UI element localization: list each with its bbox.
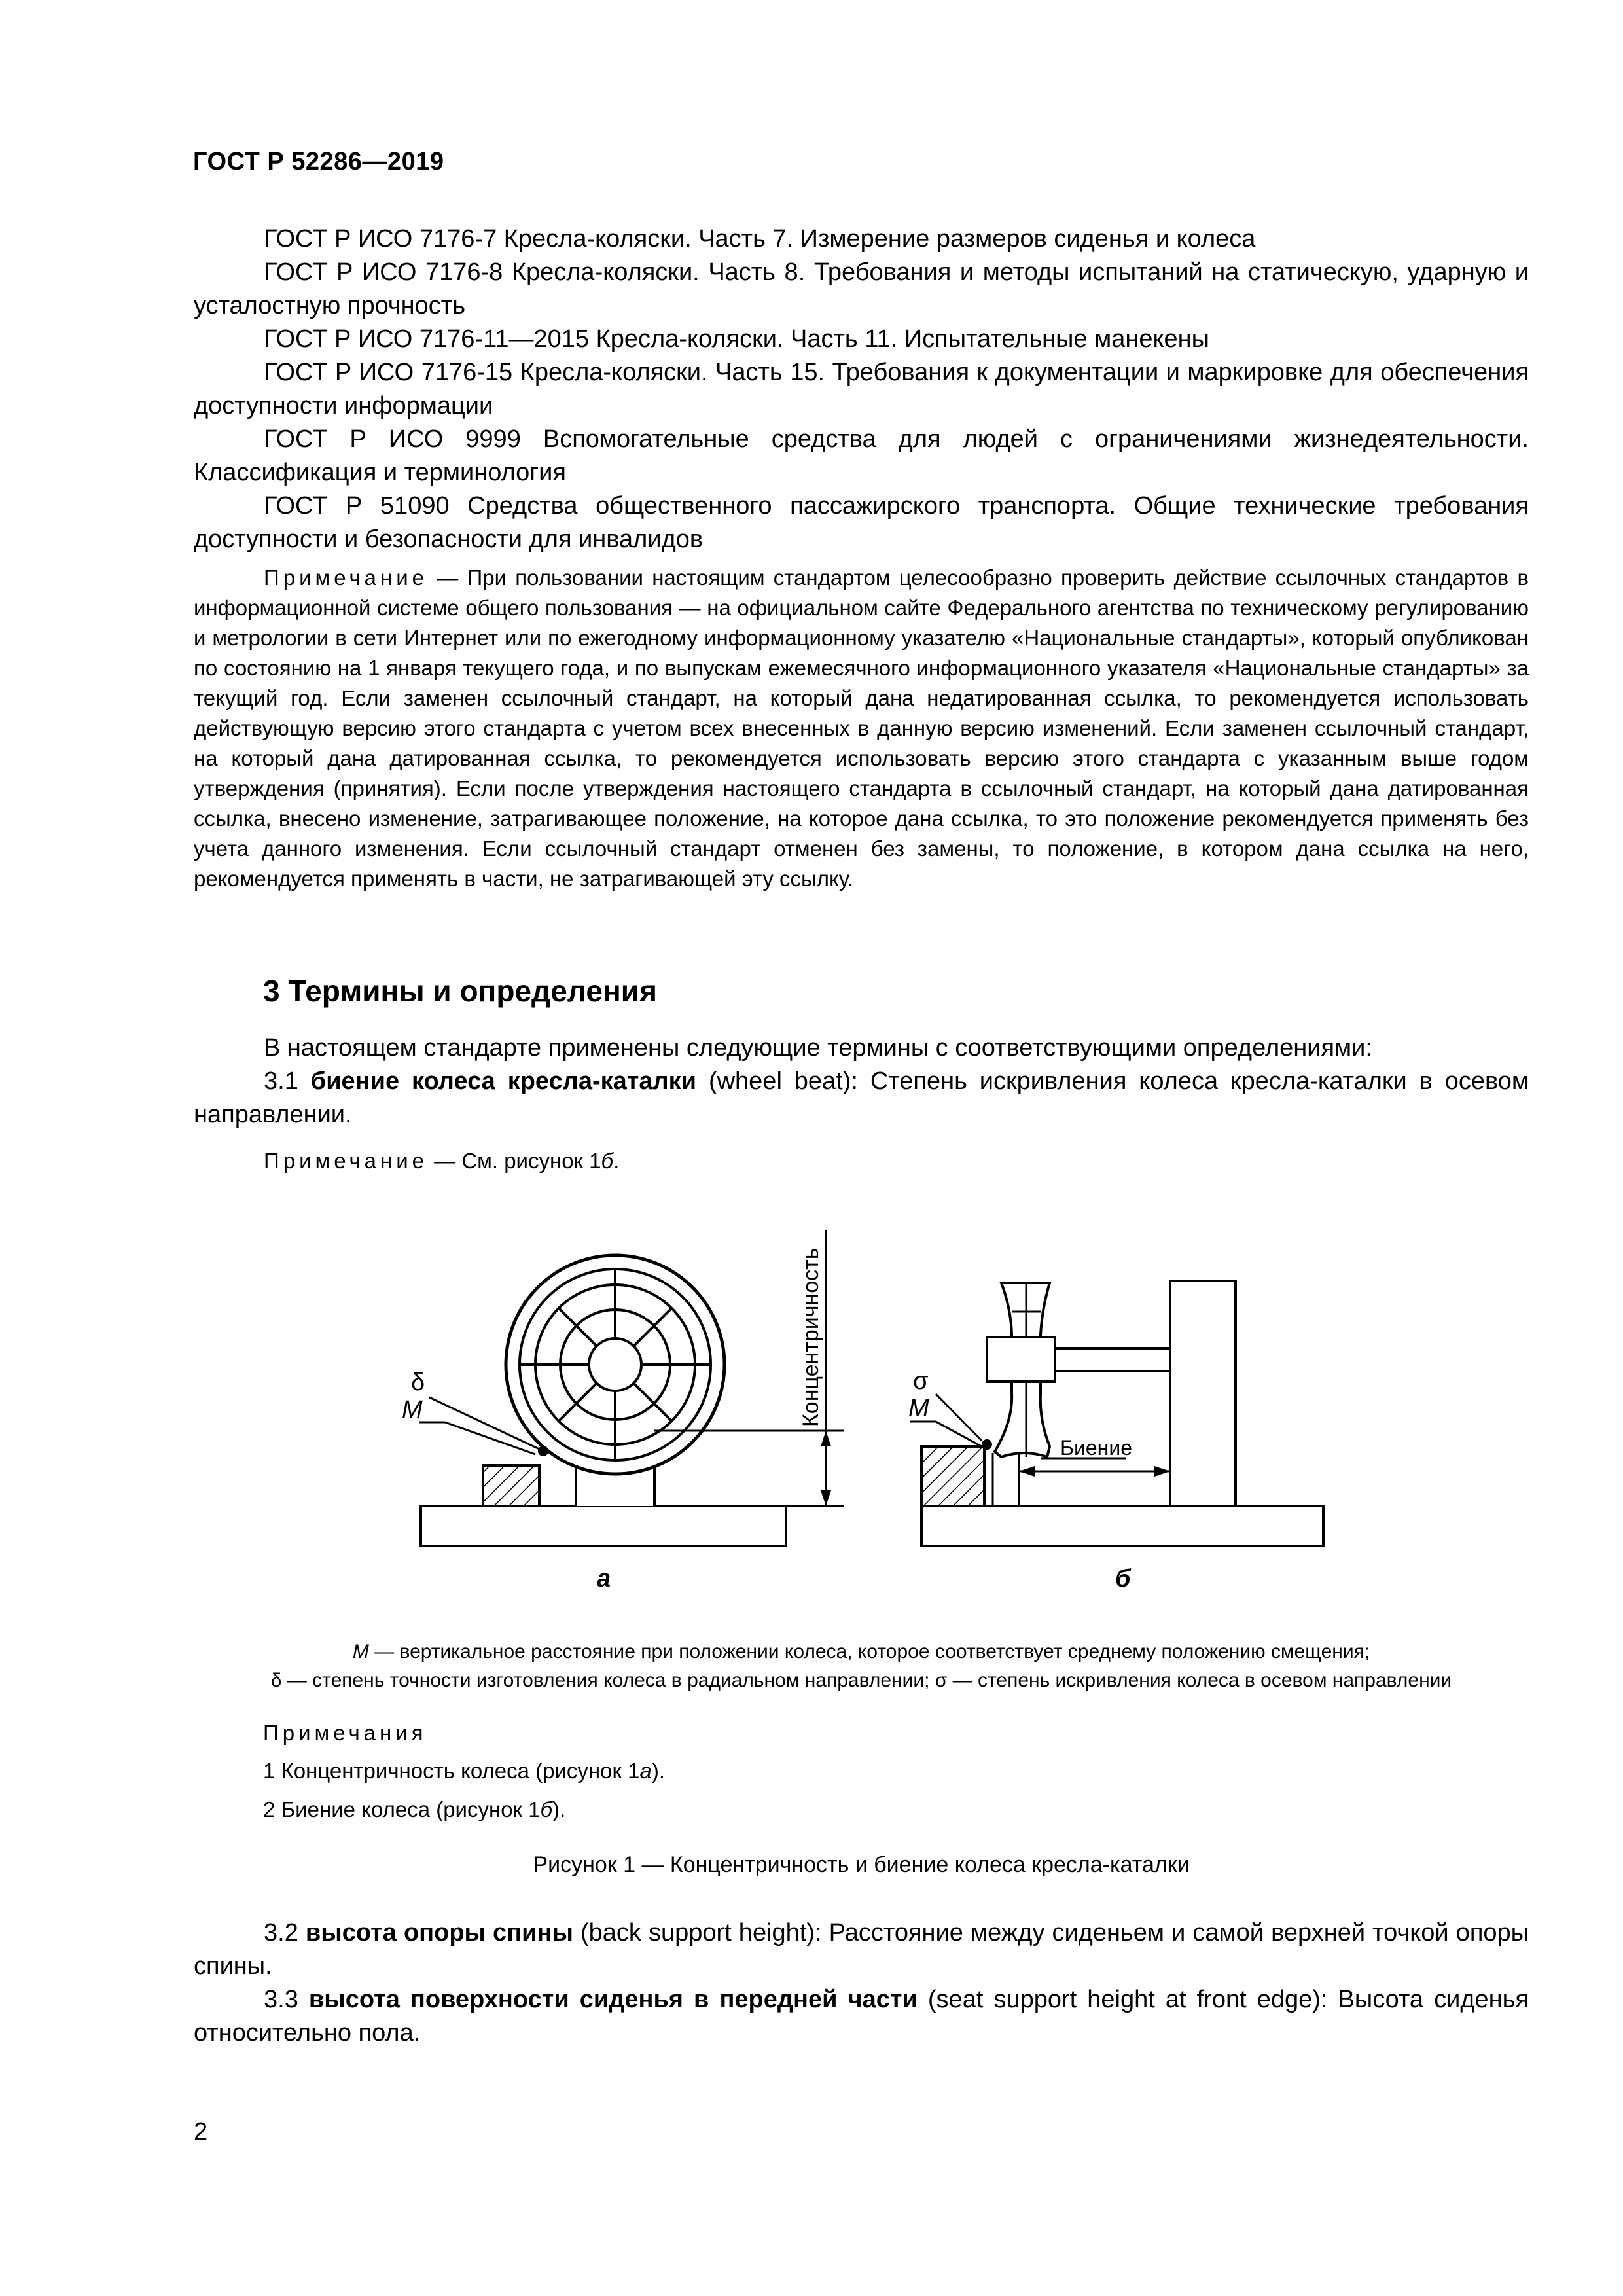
- label-concentricity: Концентричность: [798, 1247, 823, 1427]
- reference-item: ГОСТ Р ИСО 7176-11—2015 Кресла-коляски. Часть 11. Испытательные манекены: [264, 325, 1209, 353]
- support-post: [1170, 1281, 1236, 1506]
- note-text: — См. рисунок 1: [428, 1149, 601, 1173]
- subfigure-label-a: а: [597, 1565, 611, 1592]
- document-header: ГОСТ Р 52286—2019: [193, 148, 444, 175]
- axle: [1055, 1348, 1170, 1371]
- label-sigma: σ: [913, 1367, 929, 1395]
- reference-item: ГОСТ Р ИСО 7176-15 Кресла-коляски. Часть 15. Требования к документации и маркировке для обеспечения доступности информации: [194, 359, 1529, 420]
- figure-a: [402, 1230, 844, 1592]
- figure-ref: б: [540, 1797, 553, 1821]
- term-name: биение колеса кресла-каталки: [310, 1067, 697, 1095]
- figure-legend-line-2: δ — степень точности изготовления колеса в радиальном направлении; σ — степень искривления колеса в осевом направлении: [270, 1670, 1452, 1691]
- figure-b: [908, 1281, 1323, 1592]
- section-intro: В настоящем стандарте применены следующие термины с соответствующими определениями:: [264, 1034, 1372, 1062]
- wheel-segments: [535, 1285, 695, 1444]
- term-name: высота поверхности сиденья в передней части: [308, 1986, 918, 2013]
- figure-note-text: 1 Концентричность колеса (рисунок 1: [263, 1759, 640, 1783]
- term-number: 3.3: [264, 1986, 309, 2013]
- label-beat: Биение: [1060, 1436, 1133, 1460]
- note-label: Примечание: [264, 1149, 429, 1173]
- term-number: 3.2: [264, 1919, 306, 1946]
- figure-ref: б: [601, 1149, 614, 1173]
- wheel-hub: [987, 1337, 1055, 1382]
- base-plate-a: [421, 1506, 786, 1546]
- reference-item: ГОСТ Р ИСО 9999 Вспомогательные средства для людей с ограничениями жизнедеятельности. Классификация и терминология: [194, 425, 1529, 486]
- label-M-a: M: [402, 1396, 423, 1424]
- base-plate-b: [921, 1506, 1323, 1546]
- subfigure-label-b: б: [1115, 1565, 1131, 1592]
- arrow-down: [821, 1490, 831, 1506]
- term-3-3: [194, 1983, 1529, 2050]
- figure-note-end: ).: [651, 1759, 665, 1783]
- arrow-up: [821, 1431, 831, 1446]
- arrow-right: [1154, 1466, 1170, 1477]
- label-M-b: M: [908, 1395, 929, 1422]
- reference-block-b: [921, 1446, 984, 1506]
- term-definition: (wheel beat): Степень искривления колеса кресла-каталки в осевом направлении.: [194, 1067, 1529, 1128]
- note-text: — При пользовании настоящим стандартом целесообразно проверить действие ссылочных стандартов в информационной системе общего пользования — на официальном сайте Федерального агентства по техническому регулированию и метрологии в сети Интернет или по ежегодному информационному указателю «Национальные стандарты», который опубликован по состоянию на 1 января текущего года, и по выпускам ежемесячного информационного указателя «Национальные стандарты» за текущий год. Если заменен ссылочный стандарт, на который дана недатированная ссылка, то рекомендуется использовать действующую версию этого стандарта с учетом всех внесенных в данную версию изменений. Если заменен ссылочный стандарт, на который дана датированная ссылка, то рекомендуется использовать версию этого стандарта с указанным выше годом утверждения (принятия). Если после утверждения настоящего стандарта в ссылочный стандарт, на который дана датированная ссылка, внесено изменение, затрагивающее положение, на которое дана ссылка, то это положение рекомендуется применять без учета данного изменения. Если ссылочный стандарт отменен без замены, то положение, в котором дана ссылка на него, рекомендуется применять в части, не затрагивающей эту ссылку.: [194, 565, 1529, 891]
- page-number: 2: [194, 2118, 208, 2145]
- term-3-2: [194, 1916, 1529, 1983]
- reference-item: ГОСТ Р ИСО 7176-7 Кресла-коляски. Часть 7. Измерение размеров сиденья и колеса: [264, 225, 1256, 253]
- figure-note-end: ).: [552, 1797, 566, 1821]
- figure-ref: а: [639, 1759, 652, 1783]
- section-title: 3 Термины и определения: [263, 974, 657, 1008]
- term-name: высота опоры спины: [305, 1919, 573, 1946]
- figure-note-1: [263, 1756, 665, 1786]
- arrow-left: [1019, 1466, 1035, 1477]
- term-definition: (seat support height at front edge): Высота сиденья относительно пола.: [194, 1986, 1529, 2047]
- figure-note-text: 2 Биение колеса (рисунок 1: [263, 1797, 541, 1821]
- legend-symbol-M: M: [352, 1641, 369, 1662]
- term-number: 3.1: [264, 1067, 311, 1095]
- figure-note-2: [263, 1795, 565, 1825]
- figure-legend-line-1: [194, 1638, 1529, 1666]
- note-label: Примечание: [264, 565, 429, 590]
- figure-notes-label: Примечания: [263, 1721, 427, 1745]
- contact-point-a: [538, 1446, 548, 1456]
- term-definition: (back support height): Расстояние между сиденьем и самой верхней точкой опоры спины.: [194, 1919, 1529, 1980]
- legend-text-1: — вертикальное расстояние при положении колеса, которое соответствует среднему положению смещения;: [368, 1641, 1370, 1662]
- label-delta: δ: [411, 1369, 425, 1396]
- figure-caption: Рисунок 1 — Концентричность и биение колеса кресла-каталки: [533, 1852, 1190, 1877]
- contact-point-b: [982, 1439, 992, 1450]
- reference-item: ГОСТ Р 51090 Средства общественного пассажирского транспорта. Общие технические требования доступности и безопасности для инвалидов: [194, 492, 1529, 553]
- reference-block-a: [483, 1465, 539, 1506]
- reference-item: ГОСТ Р ИСО 7176-8 Кресла-коляски. Часть 8. Требования и методы испытаний на статическую, ударную и усталостную прочность: [194, 259, 1529, 319]
- note-text-end: .: [613, 1149, 620, 1173]
